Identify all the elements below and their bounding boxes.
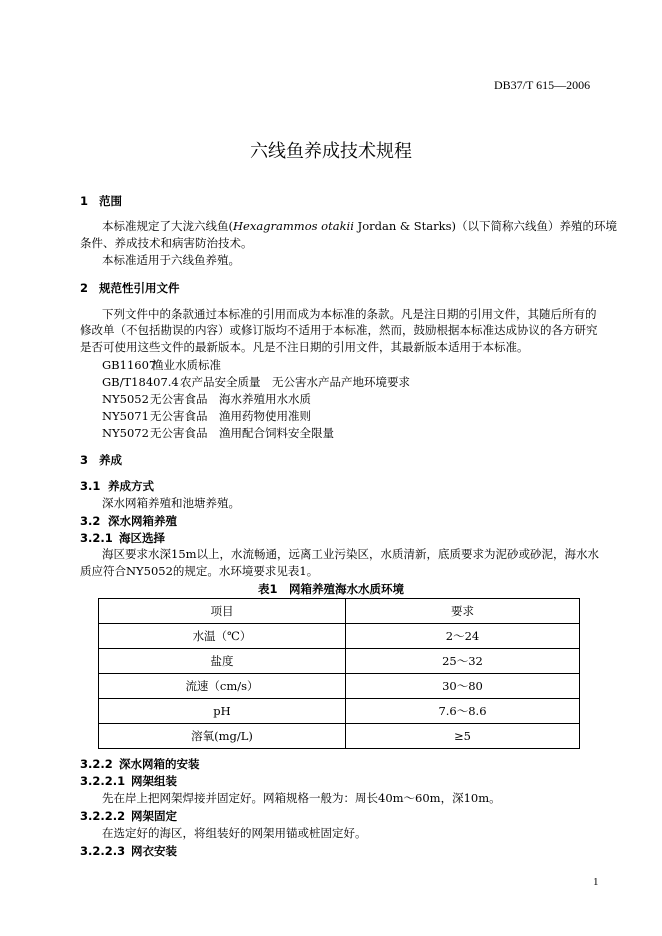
- table-cell: 流速（cm/s）: [99, 674, 346, 699]
- section-3-1-heading: 3.1 养成方式: [80, 479, 154, 493]
- section-1-para-1-line-2: 条件、养成技术和病害防治技术。: [80, 236, 253, 250]
- section-3-2-1-line-2: 质应符合NY5052的规定。水环境要求见表1。: [80, 564, 319, 578]
- table-header-cell: 项目: [99, 599, 346, 624]
- section-2-para-line-3: 是否可使用这些文件的最新版本。凡是不注日期的引用文件，其最新版本适用于本标准。: [80, 340, 529, 354]
- table-cell: ≥5: [346, 724, 580, 749]
- table-cell: pH: [99, 699, 346, 724]
- reference-item: NY5052无公害食品 海水养殖用水水质: [102, 392, 311, 406]
- table-cell: 溶氧(mg/L): [99, 724, 346, 749]
- table-header-cell: 要求: [346, 599, 580, 624]
- section-2-para-line-2: 修改单（不包括勘误的内容）或修订版均不适用于本标准，然而，鼓励根据本标准达成协议的各方研究: [80, 323, 598, 337]
- section-3-2-1-line-1: 海区要求水深15m以上，水流畅通，远离工业污染区，水质清新，底质要求为泥砂或砂泥，海水水: [102, 547, 600, 561]
- section-3-2-2-3-heading: 3.2.2.3 网衣安装: [80, 844, 177, 858]
- section-2-heading: 2 规范性引用文件: [80, 281, 180, 295]
- section-3-2-2-2-text: 在选定好的海区，将组装好的网架用锚或桩固定好。: [102, 826, 367, 840]
- reference-item: NY5072无公害食品 渔用配合饲料安全限量: [102, 426, 334, 440]
- table-cell: 30～80: [346, 674, 580, 699]
- table-cell: 水温（℃）: [99, 624, 346, 649]
- section-3-1-text: 深水网箱养殖和池塘养殖。: [102, 496, 240, 510]
- table-cell: 盐度: [99, 649, 346, 674]
- section-1-para-2: 本标准适用于六线鱼养殖。: [102, 253, 240, 267]
- table-row: [99, 699, 580, 724]
- section-2-para-line-1: 下列文件中的条款通过本标准的引用而成为本标准的条款。凡是注日期的引用文件，其随后所有的: [102, 307, 597, 321]
- table-cell: 2～24: [346, 624, 580, 649]
- water-quality-table: [98, 598, 580, 749]
- table-header-row: [99, 599, 580, 624]
- document-code: DB37/T 615—2006: [494, 78, 591, 92]
- section-1-para-1-line-1: 本标准规定了大泷六线鱼(Hexagrammos otakii Jordan & Starks)（以下简称六线鱼）养殖的环境: [102, 219, 617, 233]
- table-row: [99, 674, 580, 699]
- species-latin-name: Hexagrammos otakii: [233, 219, 354, 233]
- section-3-2-2-1-heading: 3.2.2.1 网架组装: [80, 774, 177, 788]
- table-row: [99, 649, 580, 674]
- section-3-2-2-heading: 3.2.2 深水网箱的安装: [80, 757, 200, 771]
- page-title: 六线鱼养成技术规程: [250, 141, 412, 162]
- reference-item: GB11607渔业水质标准: [102, 358, 221, 372]
- section-3-2-heading: 3.2 深水网箱养殖: [80, 514, 177, 528]
- page-number: 1: [593, 876, 599, 888]
- table-cell: 7.6～8.6: [346, 699, 580, 724]
- section-3-2-2-1-text: 先在岸上把网架焊接并固定好。网箱规格一般为：周长40m～60m，深10m。: [102, 791, 501, 805]
- table-row: [99, 624, 580, 649]
- section-3-2-1-heading: 3.2.1 海区选择: [80, 531, 165, 545]
- table-cell: 25～32: [346, 649, 580, 674]
- section-3-heading: 3 养成: [80, 453, 122, 467]
- section-1-heading: 1 范围: [80, 194, 122, 208]
- reference-item: NY5071无公害食品 渔用药物使用准则: [102, 409, 311, 423]
- section-3-2-2-2-heading: 3.2.2.2 网架固定: [80, 809, 177, 823]
- table-caption: 表1 网箱养殖海水水质环境: [257, 582, 404, 596]
- table-row: [99, 724, 580, 749]
- reference-item: GB/T18407.4农产品安全质量 无公害水产品产地环境要求: [102, 375, 410, 389]
